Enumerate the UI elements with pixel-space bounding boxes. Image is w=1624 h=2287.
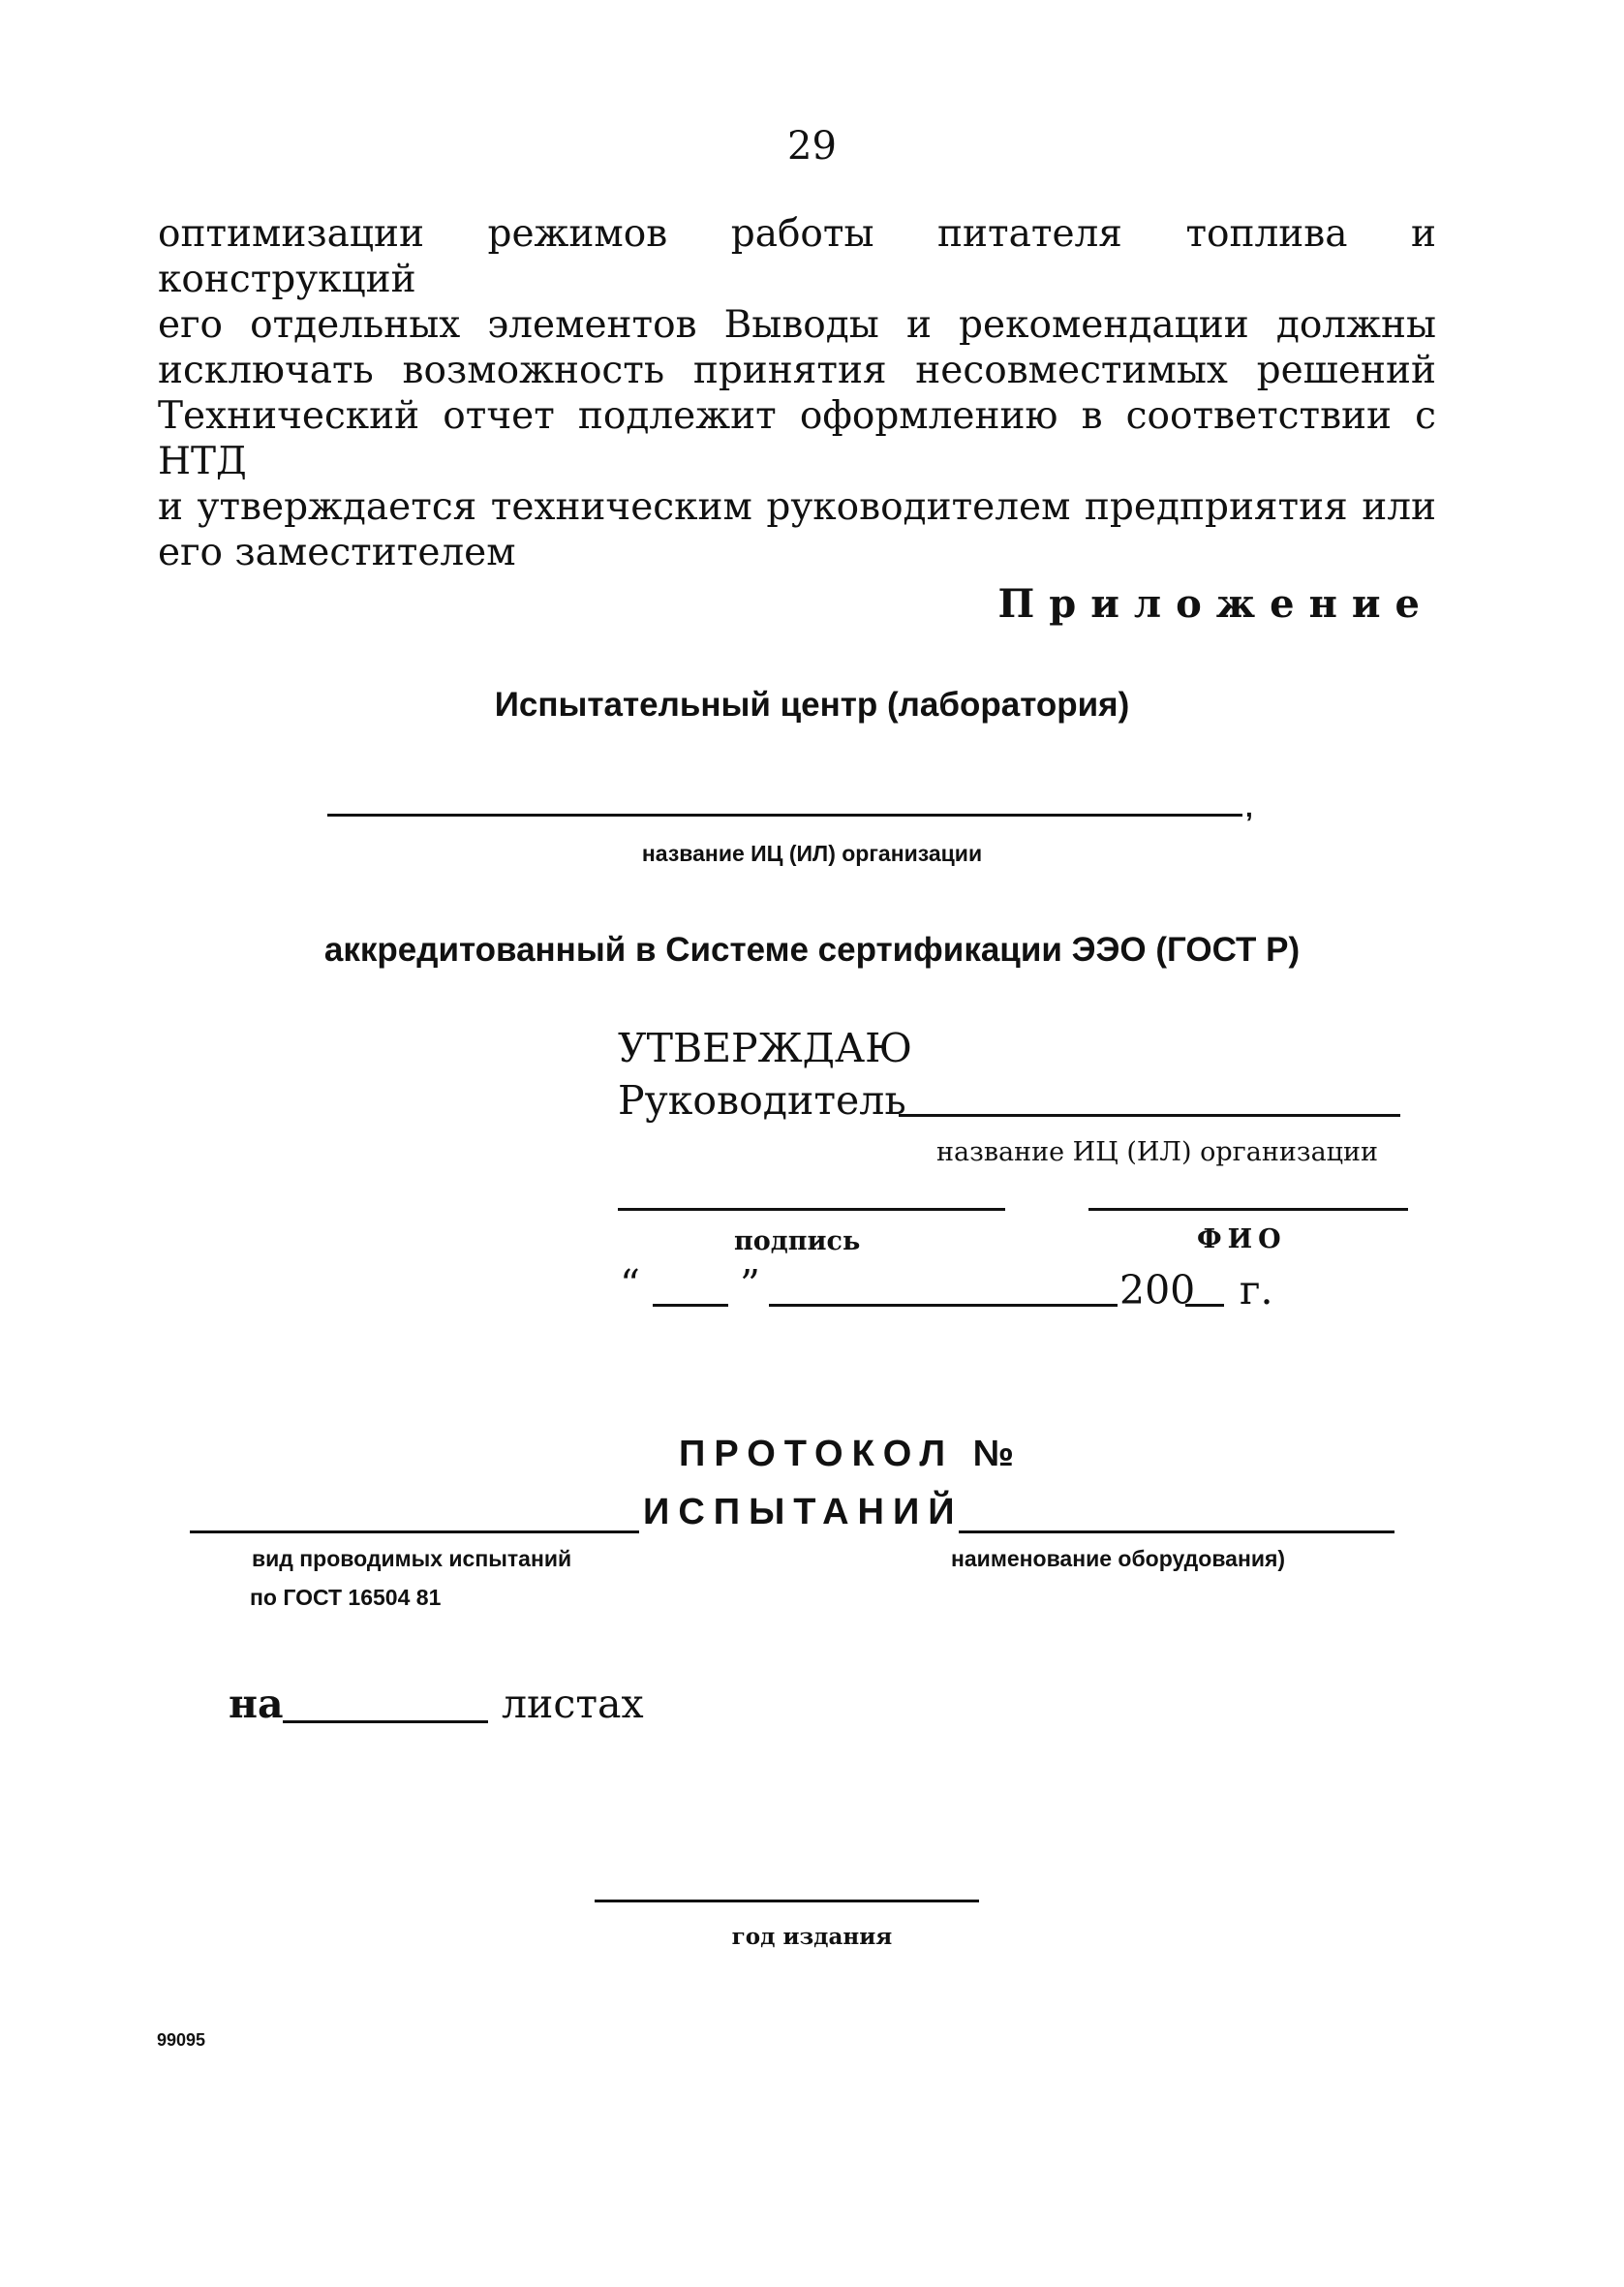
gost-caption: по ГОСТ 16504 81 [250, 1585, 442, 1610]
accreditation-text: аккредитованный в Системе сертификации ЭЭО (ГОСТ Р) [323, 931, 1301, 969]
body-line: исключать возможность принятия несовместимых решений [158, 349, 1436, 392]
test-center-title: Испытательный центр (лаборатория) [494, 686, 1130, 724]
month-line [769, 1304, 1118, 1307]
date-quote-close: ” [740, 1261, 760, 1308]
head-line [899, 1114, 1400, 1117]
body-line: Технический отчет подлежит оформлению в соответствии с НТД [158, 394, 1436, 483]
body-line: и утверждается техническим руководителем предприятия или [158, 485, 1436, 529]
appendix-title: Приложение [997, 581, 1434, 627]
page-number: 29 [787, 124, 837, 169]
year-prefix: 200 [1119, 1267, 1196, 1313]
signature-line [618, 1208, 1005, 1211]
body-line: его заместителем [158, 531, 516, 574]
head-label: Руководитель [618, 1077, 906, 1124]
document-code: 99095 [157, 2030, 206, 2050]
sheets-count-line [283, 1720, 488, 1723]
signature-caption: подпись [734, 1226, 861, 1256]
year-published-line [595, 1900, 979, 1902]
sheets-suffix: листах [502, 1681, 644, 1727]
head-caption: название ИЦ (ИЛ) организации [936, 1137, 1379, 1167]
approve-label: УТВЕРЖДАЮ [618, 1025, 912, 1071]
body-line: оптимизации режимов работы питателя топлива и конструкций [158, 212, 1436, 301]
body-text [158, 211, 1436, 575]
year-line [1185, 1304, 1224, 1307]
line-comma: , [1245, 792, 1253, 822]
equipment-line [959, 1530, 1394, 1533]
year-published-caption: год издания [731, 1924, 893, 1950]
protocol-title: ПРОТОКОЛ № [679, 1434, 1023, 1474]
org-name-caption: название ИЦ (ИЛ) организации [641, 841, 983, 866]
test-type-line [190, 1530, 639, 1533]
year-suffix: г. [1240, 1267, 1273, 1313]
day-line [653, 1304, 728, 1307]
date-quote-open: “ [620, 1261, 640, 1308]
name-line [1088, 1208, 1408, 1211]
sheets-prefix: на [229, 1681, 284, 1727]
tests-heading: ИСПЫТАНИЙ [643, 1492, 964, 1532]
name-caption: ФИО [1197, 1224, 1287, 1254]
equipment-caption: наименование оборудования) [951, 1546, 1286, 1571]
test-type-caption: вид проводимых испытаний [252, 1546, 572, 1571]
body-line: его отдельных элементов Выводы и рекомендации должны [158, 303, 1436, 347]
org-name-line [327, 814, 1242, 817]
